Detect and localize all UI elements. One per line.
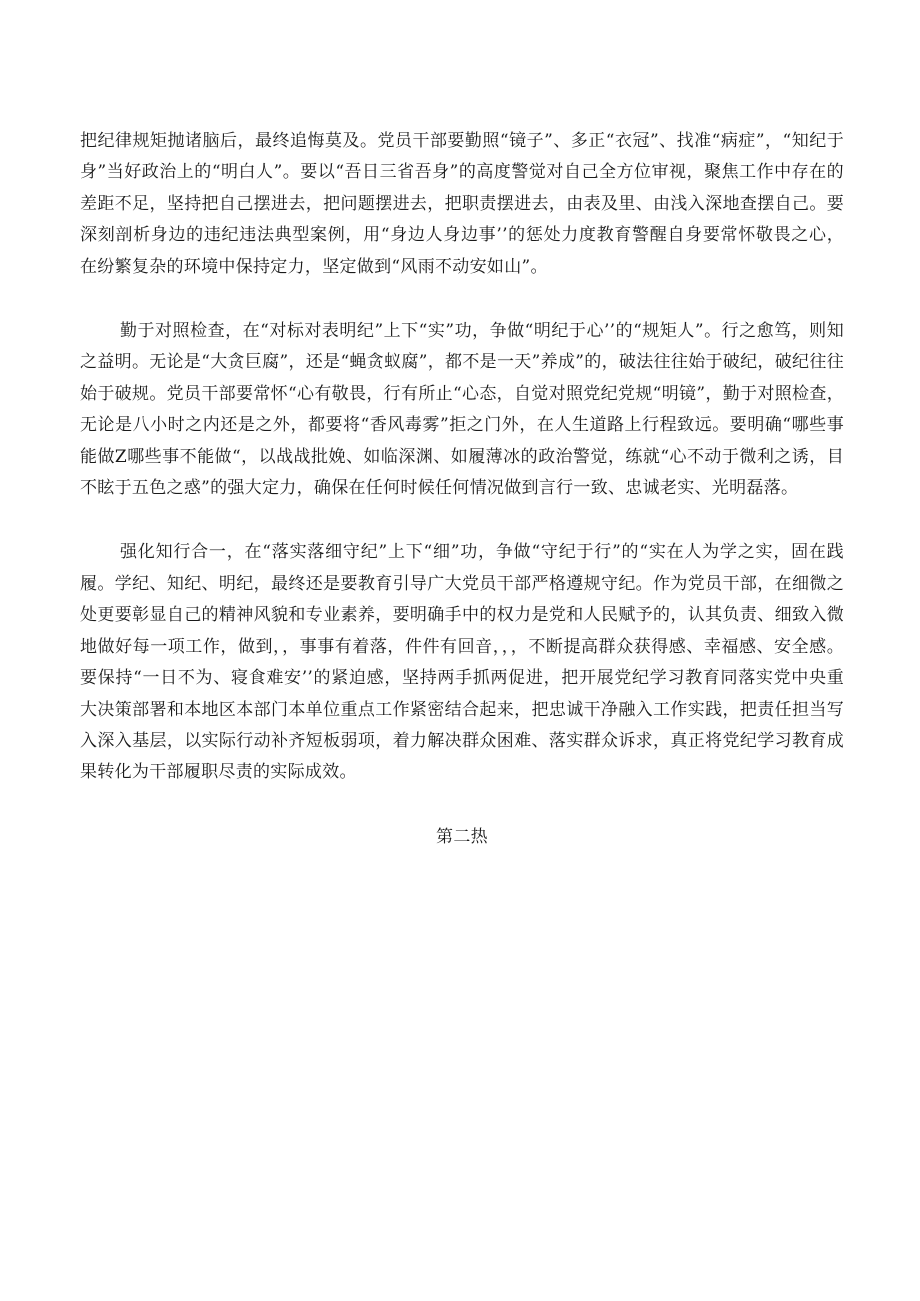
document-body xyxy=(80,126,844,853)
paragraph-1: 把纪律规矩抛诸脑后，最终追悔莫及。党员干部要勤照“镜子”、多正“衣冠”、找准“病症”，“知纪于身”当好政治上的“明白人”。要以“吾日三省吾身”的高度警觉对自己全方位审视，聚焦工作中存在的差距不足，坚持把自己摆进去，把问题摆进去，把职责摆进去，由表及里、由浅入深地查摆自己。要深刻剖析身边的违纪违法典型案例，用“身边人身边事’’的惩处力度教育警醒自身要常怀敬畏之心，在纷繁复杂的环境中保持定力，坚定做到“风雨不动安如山”。 xyxy=(80,131,844,277)
paragraph-2: 勤于对照检查，在“对标对表明纪”上下“实”功，争做“明纪于心’’的“规矩人”。行之愈笃，则知之益明。无论是“大贪巨腐”，还是“蝇贪蚁腐”，都不是一天”养成”的，破法往往始于破纪，破纪往往始于破规。党员干部要常怀“心有敬畏，行有所止“心态，自觉对照党纪党规“明镜”，勤于对照检查，无论是八小时之内还是之外，都要将“香风毒雾”拒之门外，在人生道路上行程致远。要明确“哪些事能做Z哪些事不能做“，以战战批娩、如临深渊、如履薄冰的政治警觉，练就“心不动于微利之诱，目不眩于五色之惑”的强大定力，确保在任何时候任何情况做到言行一致、忠诚老实、光明磊落。 xyxy=(80,321,844,499)
section-heading: 第二热 xyxy=(436,826,488,847)
paragraph-3: 强化知行合一，在“落实落细守纪”上下“细”功，争做“守纪于行”的“实在人为学之实，固在践履。学纪、知纪、明纪，最终还是要教育引导广大党员干部严格遵规守纪。作为党员干部，在细微之处更要彰显自己的精神风貌和专业素养，要明确手中的权力是党和人民赋予的，认其负责、细致入微地做好每一项工作，做到，，事事有着落，件件有回音，，，不断提高群众获得感、幸福感、安全感。要保持“一日不为、寝食难安’’的紧迫感，坚持两手抓两促进，把开展党纪学习教育同落实党中央重大决策部署和本地区本部门本单位重点工作紧密结合起来，把忠诚干净融入工作实践，把责任担当写入深入基层，以实际行动补齐短板弱项，着力解决群众困难、落实群众诉求，真正将党纪学习教育成果转化为干部履职尽责的实际成效。 xyxy=(80,542,844,783)
